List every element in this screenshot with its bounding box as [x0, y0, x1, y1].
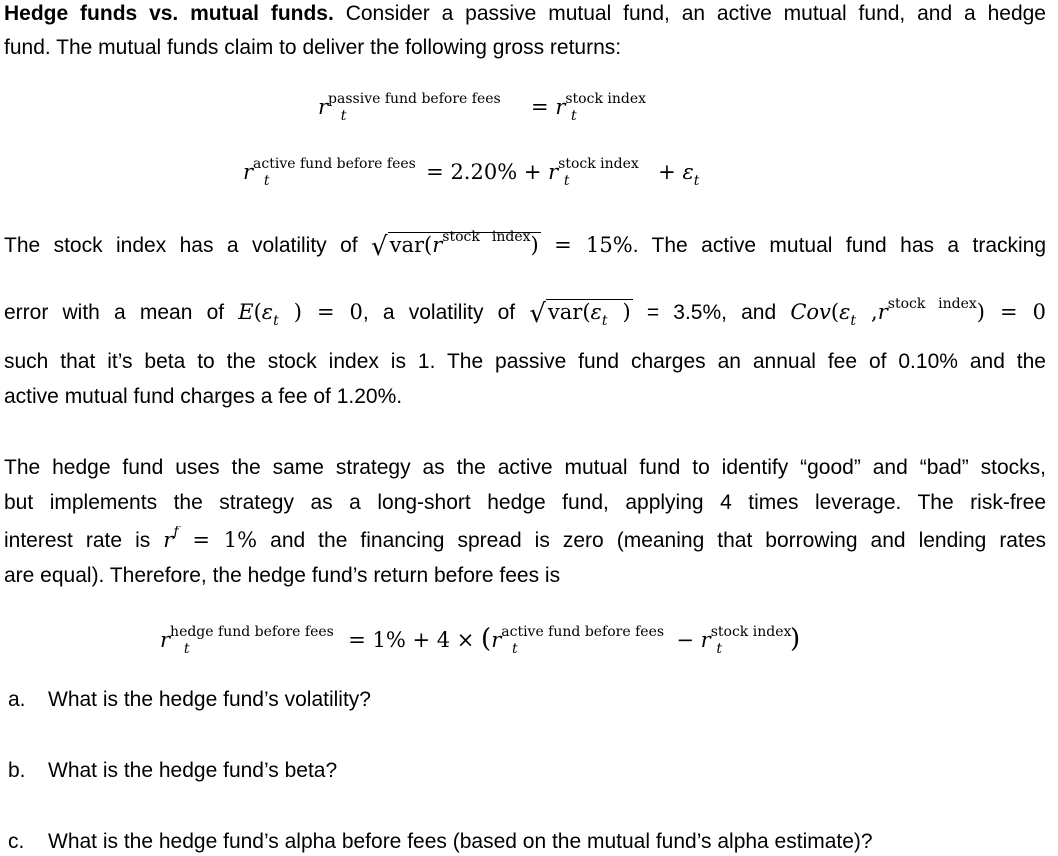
- text: , and: [721, 301, 777, 324]
- risk-free-expr: [163, 528, 257, 552]
- t-sub: t: [850, 313, 857, 329]
- value-15: = 15%: [554, 233, 633, 257]
- para1-line-1: [4, 230, 1046, 266]
- constant-term: = 2.20% +: [426, 160, 542, 184]
- t-sub: t: [340, 108, 347, 124]
- value-1: = 1%: [192, 528, 258, 552]
- r-var: r: [877, 300, 888, 324]
- expectation-expr: $E(\varepsilon_t$ ) = 0: [238, 300, 363, 329]
- r-var: r: [432, 233, 443, 257]
- t-sub: t: [183, 641, 190, 657]
- text: interest rate is: [4, 529, 151, 552]
- r-var: r: [555, 95, 566, 119]
- t-sub: t: [571, 108, 577, 124]
- t-sub: t: [693, 173, 700, 189]
- epsilon: ε: [682, 160, 694, 184]
- para1-line-2: [4, 297, 1046, 333]
- para2-line-1: The hedge fund uses the same strategy as the active mutual fund to identify “good” and “bad” stocks,: [4, 456, 1046, 479]
- t-sub: t: [601, 313, 608, 329]
- r-var: r: [548, 160, 559, 184]
- stock-index-sup: stock index: [442, 230, 531, 245]
- t-sub: t: [263, 173, 270, 189]
- value-0: = 0: [316, 300, 363, 324]
- minus-sign: −: [676, 628, 694, 652]
- question-letter: a.: [8, 688, 26, 711]
- intro-line-1: [4, 0, 1046, 30]
- para1-line-3: such that it’s beta to the stock index is 1. The passive fund charges an annual fee of 0.10% and the: [4, 350, 1046, 373]
- text: The stock index has a volatility of: [4, 234, 358, 257]
- text: , a volatility of: [362, 301, 516, 324]
- intro-line-2: fund. The mutual funds claim to deliver the following gross returns:: [4, 36, 622, 59]
- var-fn: var: [547, 300, 583, 324]
- active-sup: active fund before fees: [253, 156, 416, 172]
- r-var: r: [700, 628, 711, 652]
- equation-active-fund: [243, 156, 700, 189]
- question-letter: b.: [8, 759, 26, 782]
- question-text: What is the hedge fund’s beta?: [48, 759, 338, 782]
- cov-expr: $Cov(\varepsilon_t$ $,r^{stock index}) = 0$: [790, 297, 1046, 329]
- active-sup: active fund before fees: [501, 624, 665, 640]
- r-var: r: [160, 628, 171, 652]
- stock-index-sup: stock index: [558, 156, 639, 172]
- value-0: = 0: [999, 300, 1046, 324]
- var-fn: var: [389, 233, 425, 257]
- para2-line-2: but implements the strategy as a long-short hedge fund, applying 4 times leverage. The risk-free: [4, 491, 1046, 514]
- question-text: What is the hedge fund’s volatility?: [48, 688, 371, 711]
- f-sup: f: [173, 526, 179, 540]
- equation-passive-fund: [318, 91, 647, 124]
- epsilon: ε: [590, 300, 602, 324]
- epsilon: ε: [839, 300, 851, 324]
- question-letter: c.: [8, 830, 25, 853]
- mid-term: = 1% + 4 ×: [348, 628, 475, 652]
- t-sub: t: [512, 641, 518, 657]
- sqrt-var-eps: $√var(\varepsilon_t$ ): [529, 299, 631, 329]
- passive-sup: passive fund before fees: [328, 91, 501, 107]
- cov-fn: Cov: [790, 300, 831, 324]
- text: error with a mean of: [4, 301, 225, 324]
- equals-sign: =: [531, 95, 549, 119]
- equation-hedge-fund: [160, 624, 801, 657]
- paren-open: (: [481, 624, 492, 654]
- t-sub: t: [716, 641, 723, 657]
- r-var: r: [491, 628, 502, 652]
- r-var: r: [318, 95, 329, 119]
- sqrt-var-stock: $√var(r^{stock index})$: [371, 230, 539, 262]
- plus-sign: +: [658, 160, 676, 184]
- stock-index-sup: stock index: [887, 297, 977, 312]
- para2-line-3: [4, 526, 1046, 556]
- problem-title: Hedge funds vs. mutual funds.: [4, 2, 334, 25]
- text: . The active mutual fund has a tracking: [632, 234, 1046, 257]
- sqrt-symbol: √: [529, 299, 546, 329]
- t-sub: t: [563, 173, 570, 189]
- t-sub: t: [273, 313, 279, 329]
- E-fn: E: [238, 300, 254, 324]
- paren-close: ): [790, 624, 801, 654]
- para1-line-4: active mutual fund charges a fee of 1.20%.: [4, 385, 403, 408]
- stock-index-sup: stock index: [710, 624, 792, 640]
- text: and the financing spread is zero (meaning that borrowing and lending rates: [270, 529, 1046, 552]
- epsilon: ε: [261, 300, 274, 324]
- value-3-5: = 3.5%: [646, 301, 722, 324]
- para2-line-4: are equal). Therefore, the hedge fund’s return before fees is: [4, 564, 561, 587]
- r-var: r: [243, 160, 254, 184]
- sqrt-symbol: √: [371, 232, 388, 262]
- intro-text-1: Consider a passive mutual fund, an active mutual fund, and a hedge: [345, 2, 1046, 25]
- hedge-sup: hedge fund before fees: [170, 624, 334, 640]
- r-var: r: [163, 528, 174, 552]
- question-text: What is the hedge fund’s alpha before fees (based on the mutual fund’s alpha estimate)?: [48, 830, 873, 853]
- stock-index-sup: stock index: [565, 91, 647, 107]
